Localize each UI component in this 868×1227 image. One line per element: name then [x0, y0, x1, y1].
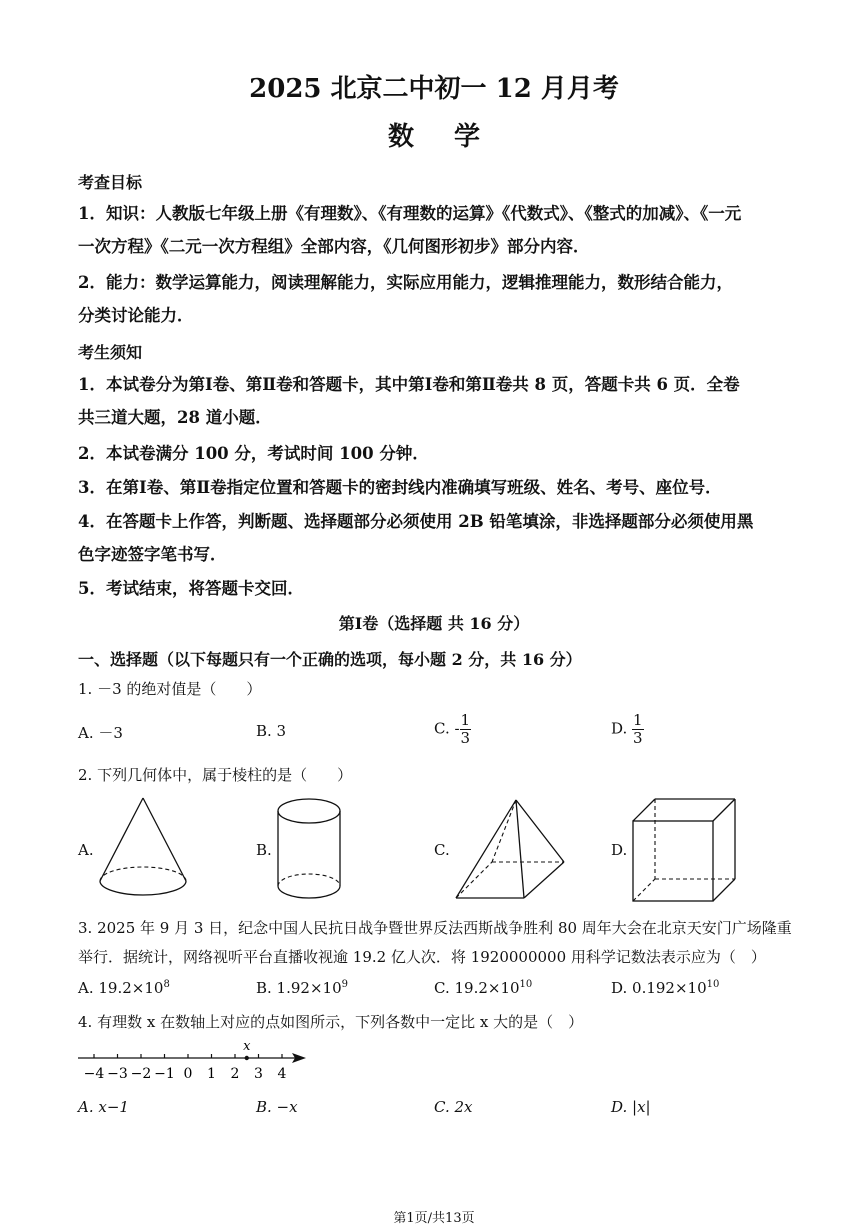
q3-option-b-exponent: 9: [341, 979, 348, 990]
q3-stem-line1: 3. 2025 年 9 月 3 日，纪念中国人民抗日战争暨世界反法西斯战争胜利 80 周年大会在北京天安门广场隆重: [78, 919, 792, 937]
axis-tick-label: −2: [130, 1066, 152, 1082]
number-line-group: [78, 1039, 306, 1082]
q2-stem: 2. 下列几何体中，属于棱柱的是（ ）: [78, 766, 353, 784]
part1-title: 第Ⅰ卷（选择题 共 16 分）: [338, 614, 530, 633]
q2-option-c: C.: [434, 841, 450, 859]
goal-line: 一次方程》《二元一次方程组》全部内容，《几何图形初步》部分内容．: [78, 237, 590, 256]
q3-option-d-base: D. 0.192×10: [611, 979, 707, 997]
q3-option-d: [611, 979, 719, 997]
axis-tick-label: 1: [207, 1066, 216, 1082]
q1-option-a: A. －3: [78, 724, 123, 742]
point-x-label: x: [243, 1039, 251, 1054]
q3-option-d-exponent: 10: [706, 979, 720, 990]
axis-tick-label: 0: [183, 1066, 193, 1082]
q3-option-b-base: B. 1.92×10: [256, 979, 342, 997]
q1-option-c: [434, 712, 471, 747]
instruction-line: 3．在第Ⅰ卷、第Ⅱ卷指定位置和答题卡的密封线内准确填写班级、姓名、考号、座位号．: [78, 478, 722, 497]
q3-option-a: [78, 979, 170, 997]
point-x: [245, 1056, 249, 1060]
fraction: [632, 712, 644, 747]
q1-option-d-label: D.: [611, 719, 633, 738]
fraction-denominator: 3: [633, 729, 643, 747]
q4-option-a: A. x−1: [78, 1098, 129, 1116]
goal-line: 1．知识：人教版七年级上册《有理数》、《有理数的运算》《代数式》、《整式的加减》、《一元: [78, 204, 742, 223]
fraction-numerator: 1: [633, 711, 643, 729]
exam-title: 2025 北京二中初一 12 月月考: [249, 74, 619, 104]
instruction-line: 共三道大题，28 道小题．: [78, 408, 272, 427]
q1-option-b: B. 3: [256, 722, 287, 740]
fraction-denominator: 3: [460, 729, 471, 747]
q4-option-b: B. −x: [256, 1098, 298, 1116]
subject-title: 数学: [387, 122, 520, 152]
axis-tick-label: 4: [277, 1066, 287, 1082]
q1-stem: 1. －3 的绝对值是（ ）: [78, 680, 262, 698]
q3-option-b: [256, 979, 348, 997]
instruction-line: 5．考试结束，将答题卡交回．: [78, 579, 304, 598]
q3-option-c: [434, 979, 532, 997]
goal-line: 分类讨论能力．: [78, 306, 194, 325]
page-footer: 第1页/共13页: [393, 1211, 475, 1226]
pyramid-figure: [452, 796, 572, 904]
fraction-numerator: 1: [460, 711, 471, 729]
q4-option-d: D. |x|: [611, 1098, 651, 1116]
q1-option-d: [611, 712, 644, 747]
q2-option-b: B.: [256, 841, 272, 859]
number-line: [76, 1038, 316, 1082]
axis-tick-label: 2: [230, 1066, 240, 1082]
instruction-line: 4．在答题卡上作答，判断题、选择题部分必须使用 2B 铅笔填涂，非选择题部分必须使用黑: [78, 512, 754, 531]
q3-option-c-exponent: 10: [519, 979, 533, 990]
q1-option-c-label: C. -: [434, 719, 460, 738]
q4-stem: 4. 有理数 x 在数轴上对应的点如图所示，下列各数中一定比 x 大的是（ ）: [78, 1013, 584, 1031]
cone-figure: [96, 795, 190, 905]
q3-option-a-base: A. 19.2×10: [78, 979, 164, 997]
q3-option-a-exponent: 8: [163, 979, 170, 990]
q2-option-d: D.: [611, 841, 628, 859]
fraction: [460, 712, 472, 747]
q4-option-c: C. 2x: [434, 1098, 473, 1116]
instruction-line: 1．本试卷分为第Ⅰ卷、第Ⅱ卷和答题卡，其中第Ⅰ卷和第Ⅱ卷共 8 页，答题卡共 6 页．全卷: [78, 375, 740, 394]
axis-tick-label: −1: [154, 1066, 175, 1082]
q3-stem-line2: 举行．据统计，网络视听平台直播收视逾 19.2 亿人次．将 1920000000 用科学记数法表示应为（ ）: [78, 948, 766, 966]
instruction-line: 色字迹签字笔书写．: [78, 545, 227, 564]
cylinder-figure: [276, 796, 344, 906]
goal-line: 2．能力：数学运算能力，阅读理解能力，实际应用能力，逻辑推理能力，数形结合能力，: [78, 273, 733, 292]
exam-goals-heading: 考查目标: [78, 173, 143, 192]
instruction-line: 2．本试卷满分 100 分，考试时间 100 分钟．: [78, 444, 429, 463]
instructions-heading: 考生须知: [78, 343, 143, 362]
axis-tick-label: −3: [107, 1066, 128, 1082]
q2-option-a: A.: [78, 841, 94, 859]
section-one-heading: 一、选择题（以下每题只有一个正确的选项，每小题 2 分，共 16 分）: [78, 650, 582, 669]
cube-figure: [630, 796, 740, 906]
axis-tick-label: 3: [254, 1066, 263, 1082]
q3-option-c-base: C. 19.2×10: [434, 979, 520, 997]
axis-tick-label: −4: [83, 1066, 105, 1082]
